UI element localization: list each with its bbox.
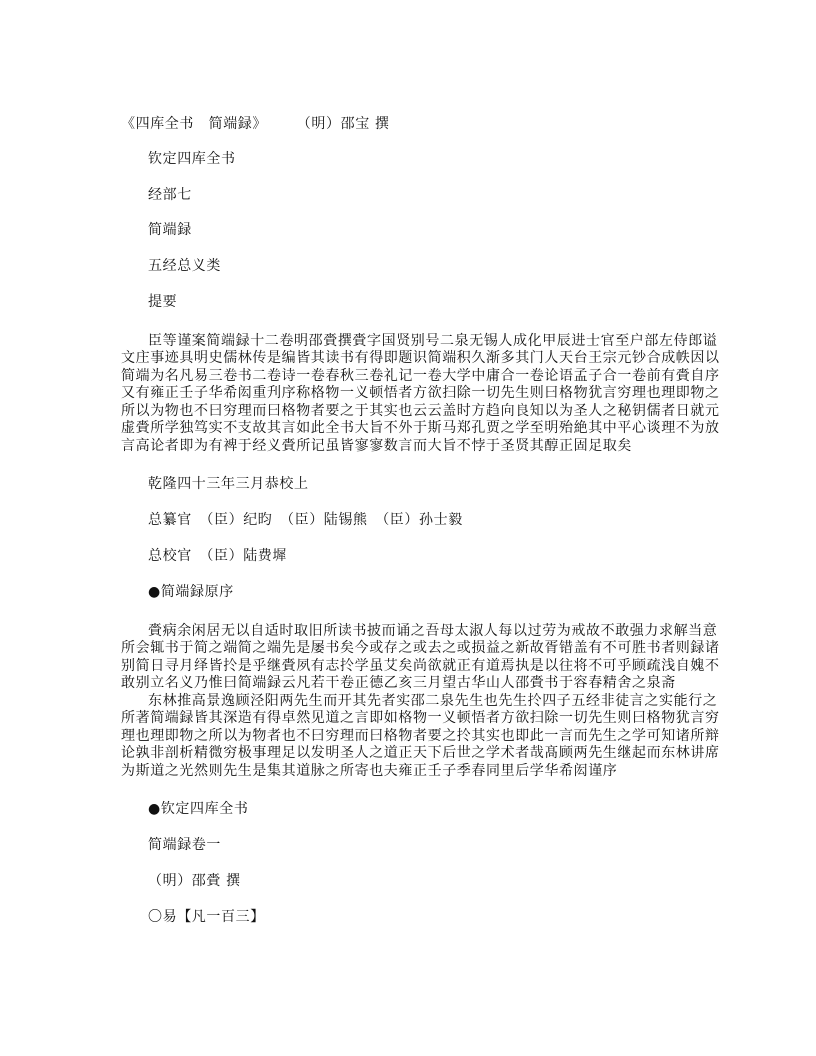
- preface-line: 所会辄书于简之端简之端先是屡书矣今或存之或去之或损益之新故胥错盖有不可胜书者则録诸: [121, 640, 720, 656]
- volume-title: 简端録卷一: [148, 837, 221, 853]
- compilers-line: 总纂官 （臣）纪昀 （臣）陆锡熊 （臣）孙士毅: [148, 512, 463, 528]
- summary-line: 所以为物也不曰穷理而曰格物者要之于其实也云云盖时方趋向良知以为圣人之秘钥儒者日就元: [121, 403, 720, 419]
- preface-line: 賫病余闲居无以自适时取旧所读书披而诵之吾母太淑人每以过劳为戒故不敢强力求解当意: [148, 623, 718, 639]
- date-line: 乾隆四十三年三月恭校上: [148, 476, 309, 492]
- preface-line: 理也理即物之所以为物者也不曰穷理而曰格物者要之扵其实也即此一言而先生之学可知诸所辩: [121, 728, 720, 744]
- preface-heading: ●简端録原序: [148, 584, 234, 600]
- heading-collection: 钦定四库全书: [148, 151, 236, 167]
- heading-subcategory: 五经总义类: [148, 258, 221, 274]
- heading-book: 简端録: [148, 222, 192, 238]
- preface-line: 为斯道之光然则先生是集其道脉之所寄也夫雍正壬子季春同里后学华希闳谨序: [121, 763, 618, 779]
- heading-summary: 提要: [148, 294, 178, 310]
- section-heading: ●钦定四库全书: [148, 801, 249, 817]
- preface-line: 别简日寻月绎皆扵是乎继賫夙有志扵学虽艾矣尚欲就正有道焉执是以往将不可乎顾疏浅自媿不: [121, 658, 720, 674]
- chapter-line: 〇易【凡一百三】: [148, 909, 265, 925]
- summary-line: 臣等谨案简端録十二卷明邵賫撰賫字国贤别号二泉无锡人成化甲辰进士官至户部左侍郎谥: [148, 333, 718, 349]
- preface-line: 所著简端録皆其深造有得卓然见道之言即如格物一义顿悟者方欲扫除一切先生则曰格物犹言穷: [121, 710, 720, 726]
- preface-line: 东林推高景逸顾泾阳两先生而开其先者实邵二泉先生也先生扵四子五经非徒言之实能行之: [148, 693, 718, 709]
- document-title: 《四库全书 简端録》 （明）邵宝 撰: [121, 116, 390, 132]
- summary-line: 虚賫所学独笃实不支故其言如此全书大旨不外于斯马郑孔贾之学至明殆絶其中平心谈理不为放: [121, 420, 720, 436]
- summary-line: 简端为名凡易三卷书二卷诗一卷春秋三卷礼记一卷大学中庸合一卷论语孟子合一卷前有賫自序: [121, 368, 720, 384]
- heading-category: 经部七: [148, 187, 192, 203]
- author-line: （明）邵賫 撰: [148, 873, 241, 889]
- summary-line: 又有雍正壬子华希闳重刋序称格物一义顿悟者方欲扫除一切先生则曰格物犹言穷理也理即物之: [121, 385, 720, 401]
- summary-line: 文庄事迹具明史儒林传是编皆其读书有得即题识简端积久渐多其门人天台王宗元钞合成帙因以: [121, 350, 720, 366]
- preface-line: 敢别立名义乃惟曰简端録云凡若干卷正德乙亥三月望古华山人邵賫书于容春精舍之泉斋: [121, 675, 676, 691]
- preface-line: 论孰非剖析精微穷极事理足以发明圣人之道正天下后世之学术者哉髙顾两先生继起而东林讲席: [121, 745, 720, 761]
- summary-line: 言高论者即为有裨于经义賫所记虽皆寥寥数言而大旨不悖于圣贤其醇正固足取矣: [121, 438, 632, 454]
- proofreader-line: 总校官 （臣）陆费墀: [148, 548, 287, 564]
